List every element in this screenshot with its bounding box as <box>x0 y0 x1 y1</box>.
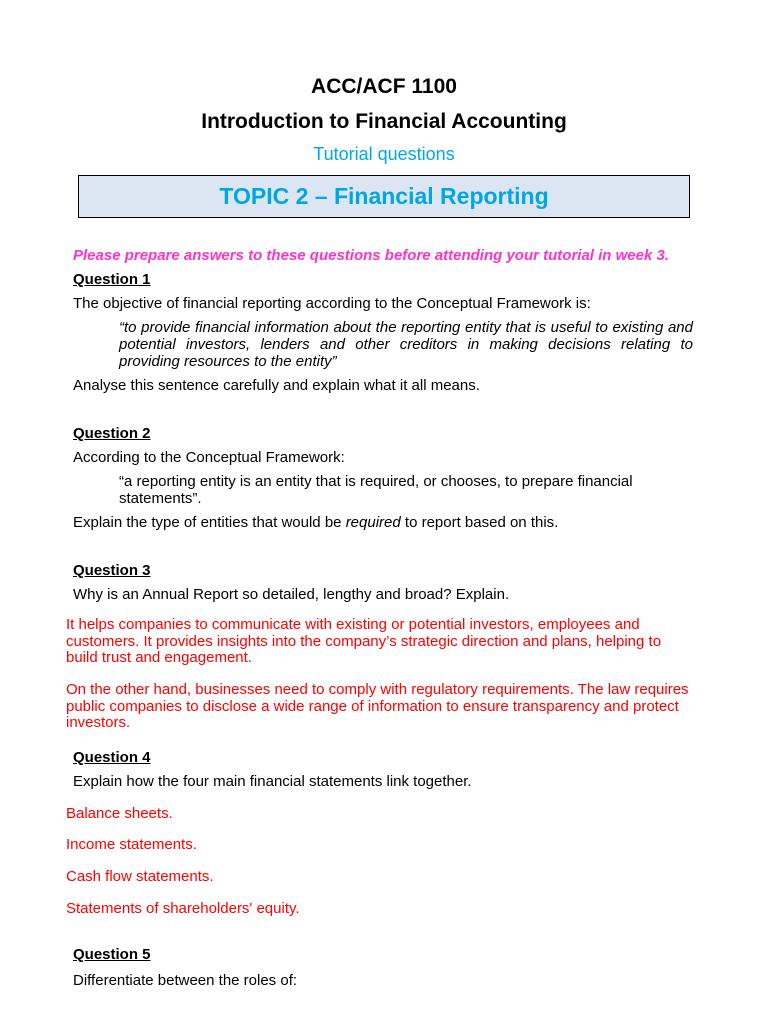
question-2-intro: According to the Conceptual Framework: <box>73 449 345 466</box>
question-2-task <box>73 514 558 531</box>
instruction: Please prepare answers to these questions before attending your tutorial in week 3. <box>73 247 670 264</box>
question-2-task-emphasis: required <box>345 514 401 531</box>
question-2-heading: Question 2 <box>73 425 151 442</box>
question-2-task-start: Explain the type of entities that would be <box>73 514 346 531</box>
question-2-quote: “a reporting entity is an entity that is required, or chooses, to prepare financial statements”. <box>119 473 633 507</box>
topic-banner <box>78 175 690 218</box>
question-3-task: Why is an Annual Report so detailed, lengthy and broad? Explain. <box>73 586 510 603</box>
question-5-task: Differentiate between the roles of: <box>73 972 298 989</box>
question-4-heading: Question 4 <box>73 749 151 766</box>
course-code: ACC/ACF 1100 <box>311 75 457 98</box>
question-1-intro: The objective of financial reporting according to the Conceptual Framework is: <box>73 295 591 312</box>
question-5-heading: Question 5 <box>73 946 151 963</box>
question-4-answer-3: Cash flow statements. <box>66 868 214 885</box>
question-1-quote: “to provide financial information about the reporting entity that is useful to existing and potential investors, lenders and other creditors in making decisions relating to providing resources to the entity” <box>119 319 693 370</box>
question-4-task: Explain how the four main financial statements link together. <box>73 773 472 790</box>
question-4-answer-4: Statements of shareholders' equity. <box>66 900 300 917</box>
course-title: Introduction to Financial Accounting <box>201 110 567 133</box>
question-1-task: Analyse this sentence carefully and explain what it all means. <box>73 377 480 394</box>
doc-type: Tutorial questions <box>313 144 455 164</box>
question-2-task-end: to report based on this. <box>400 514 559 531</box>
question-3-answer-1: It helps companies to communicate with existing or potential investors, employees and customers. It provides insights into the company’s strategic direction and plans, helping to build trust and engagement. <box>66 616 662 666</box>
question-3-heading: Question 3 <box>73 562 151 579</box>
topic-title: TOPIC 2 – Financial Reporting <box>219 183 549 209</box>
question-4-answer-1: Balance sheets. <box>66 805 173 822</box>
question-4-answer-2: Income statements. <box>66 836 197 853</box>
question-1-heading: Question 1 <box>73 271 151 288</box>
question-3-answer-2: On the other hand, businesses need to comply with regulatory requirements. The law requires public companies to disclose a wide range of information to ensure transparency and protect investors. <box>66 681 689 731</box>
